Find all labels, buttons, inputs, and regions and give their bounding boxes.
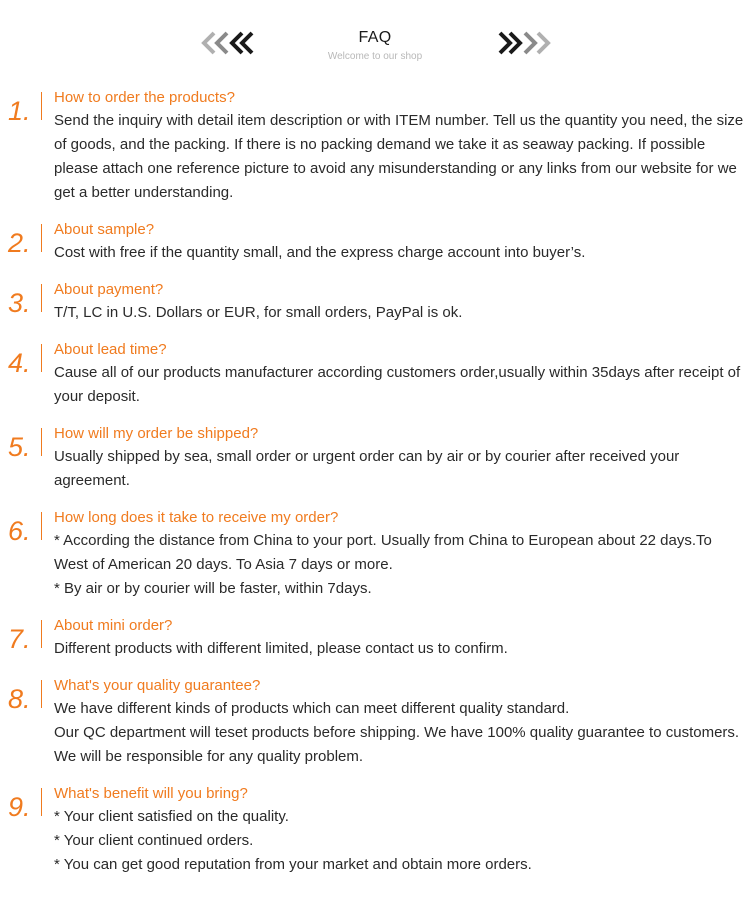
faq-answer-line: * Your client satisfied on the quality.: [54, 808, 289, 825]
faq-answer-line: Usually shipped by sea, small order or urgent order can by air or by courier after received your agreement.: [54, 448, 680, 489]
faq-question: What's benefit will you bring?: [54, 785, 248, 802]
faq-question: How long does it take to receive my order?: [54, 509, 339, 526]
faq-divider: [41, 92, 42, 120]
faq-answer: [54, 241, 744, 265]
faq-number: 1.: [8, 96, 31, 126]
faq-divider: [41, 344, 42, 372]
faq-divider: [41, 512, 42, 540]
faq-answer: [54, 445, 744, 493]
double-chevron-right-icon: [496, 30, 552, 56]
faq-number: 7.: [8, 624, 31, 654]
faq-divider: [41, 680, 42, 708]
faq-answer: [54, 805, 744, 877]
faq-question: About mini order?: [54, 617, 173, 634]
faq-answer-line: * You can get good reputation from your market and obtain more orders.: [54, 856, 532, 873]
faq-number: 4.: [8, 348, 31, 378]
faq-answer: [54, 109, 744, 205]
faq-answer-line: Cause all of our products manufacturer according customers order,usually within 35days after receipt of your deposit.: [54, 364, 741, 405]
faq-answer: [54, 301, 744, 325]
page-subtitle: Welcome to our shop: [327, 51, 423, 62]
faq-answer-line: * By air or by courier will be faster, within 7days.: [54, 580, 372, 597]
faq-divider: [41, 620, 42, 648]
faq-number: 9.: [8, 792, 31, 822]
faq-question: How will my order be shipped?: [54, 425, 259, 442]
faq-answer: [54, 529, 744, 601]
faq-divider: [41, 428, 42, 456]
faq-answer-line: T/T, LC in U.S. Dollars or EUR, for small orders, PayPal is ok.: [54, 304, 463, 321]
faq-answer-line: We have different kinds of products which can meet different quality standard.: [54, 700, 570, 717]
faq-question: How to order the products?: [54, 89, 235, 106]
faq-answer-line: Different products with different limited, please contact us to confirm.: [54, 640, 508, 657]
faq-answer-line: * According the distance from China to your port. Usually from China to European about 22 days.To West of American 20 days. To Asia 7 days or more.: [54, 532, 712, 573]
faq-answer: [54, 361, 744, 409]
faq-divider: [41, 284, 42, 312]
faq-divider: [41, 788, 42, 816]
faq-answer-line: * Your client continued orders.: [54, 832, 254, 849]
faq-number: 2.: [8, 228, 31, 258]
faq-answer-line: Our QC department will teset products before shipping. We have 100% quality guarantee to customers. We will be responsible for any quality problem.: [54, 724, 740, 765]
faq-number: 6.: [8, 516, 31, 546]
faq-question: About sample?: [54, 221, 155, 238]
faq-number: 8.: [8, 684, 31, 714]
faq-number: 5.: [8, 432, 31, 462]
faq-question: About lead time?: [54, 341, 167, 358]
faq-divider: [41, 224, 42, 252]
faq-question: About payment?: [54, 281, 164, 298]
faq-answer: [54, 637, 744, 661]
faq-header: [0, 0, 750, 80]
faq-number: 3.: [8, 288, 31, 318]
faq-question: What's your quality guarantee?: [54, 677, 261, 694]
page-title: FAQ: [358, 29, 392, 46]
faq-answer-line: Cost with free if the quantity small, and the express charge account into buyer’s.: [54, 244, 586, 261]
faq-answer: [54, 697, 744, 769]
faq-answer-line: Send the inquiry with detail item description or with ITEM number. Tell us the quantity you need, the size of goods, and the packing. If there is no packing demand we take it as seaway packing. If possible please attach one reference picture to avoid any misunderstanding or any links from our website for we get a better understanding.: [54, 112, 744, 201]
